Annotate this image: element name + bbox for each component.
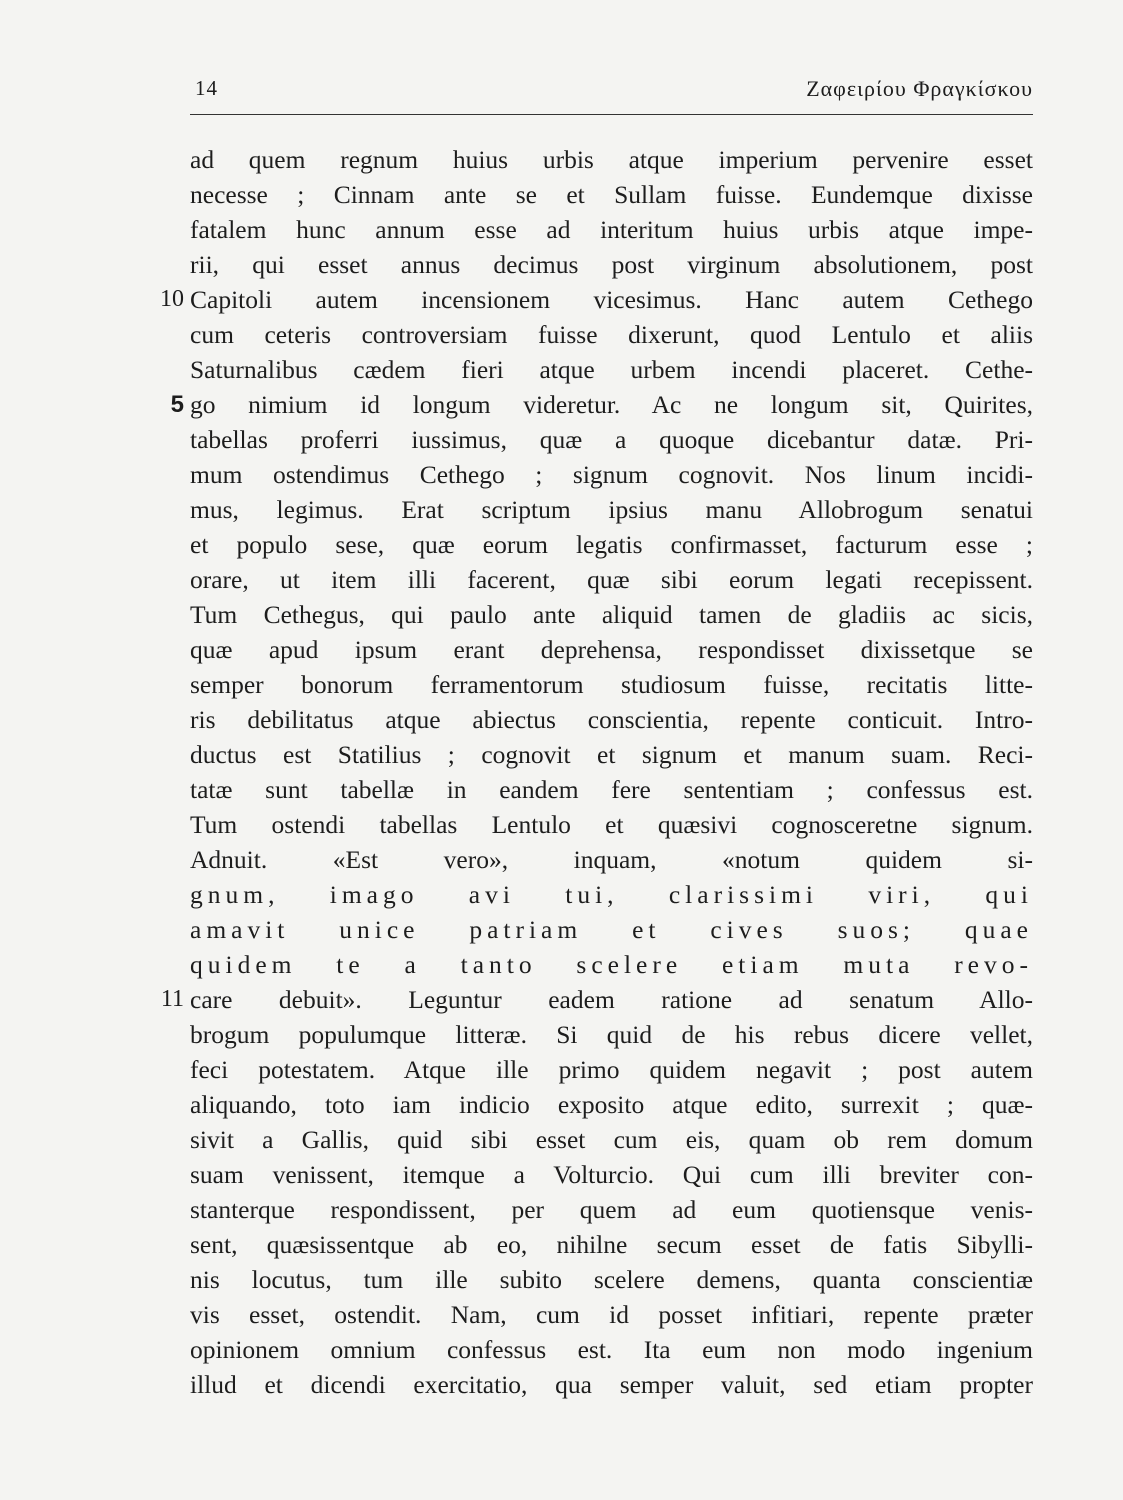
text-line: Tum ostendi tabellas Lentulo et quæsivi cognosceretne signum. bbox=[190, 810, 1033, 839]
text-line: Adnuit. «Est vero», inquam, «notum quidem si- bbox=[190, 845, 1033, 874]
text-line: stanterque respondissent, per quem ad eum quotiensque venis- bbox=[190, 1195, 1033, 1224]
text-line: ductus est Statilius ; cognovit et signum et manum suam. Reci- bbox=[190, 740, 1033, 769]
margin-section-number: 5 bbox=[170, 391, 184, 418]
text-line: quæ apud ipsum erant deprehensa, respondisset dixissetque se bbox=[190, 635, 1033, 664]
margin-line-number: 11 bbox=[160, 986, 184, 1012]
text-line: opinionem omnium confessus est. Ita eum non modo ingenium bbox=[190, 1335, 1033, 1364]
text-line-content: go nimium id longum videretur. Ac ne longum sit, Quirites, bbox=[190, 390, 1033, 419]
text-line: Tum Cethegus, qui paulo ante aliquid tamen de gladiis ac sicis, bbox=[190, 600, 1033, 629]
text-line-spaced: gnum, imago avi tui, clarissimi viri, qui bbox=[190, 880, 1033, 909]
text-line: ad quem regnum huius urbis atque imperium pervenire esset bbox=[190, 145, 1033, 174]
margin-line-number: 10 bbox=[160, 286, 184, 312]
text-line: cum ceteris controversiam fuisse dixerunt, quod Lentulo et aliis bbox=[190, 320, 1033, 349]
text-line: rii, qui esset annus decimus post virginum absolutionem, post bbox=[190, 250, 1033, 279]
text-line: brogum populumque litteræ. Si quid de his rebus dicere vellet, bbox=[190, 1020, 1033, 1049]
text-line-content: care debuit». Leguntur eadem ratione ad senatum Allo- bbox=[190, 985, 1033, 1014]
text-line: mus, legimus. Erat scriptum ipsius manu Allobrogum senatui bbox=[190, 495, 1033, 524]
text-line: et populo sese, quæ eorum legatis confirmasset, facturum esse ; bbox=[190, 530, 1033, 559]
text-line: sent, quæsissentque ab eo, nihilne secum esset de fatis Sibylli- bbox=[190, 1230, 1033, 1259]
text-line: tabellas proferri iussimus, quæ a quoque dicebantur datæ. Pri- bbox=[190, 425, 1033, 454]
text-line: Saturnalibus cædem fieri atque urbem incendi placeret. Cethe- bbox=[190, 355, 1033, 384]
text-line-spaced: quidem te a tanto scelere etiam muta revo- bbox=[190, 950, 1033, 979]
text-line: sivit a Gallis, quid sibi esset cum eis, quam ob rem domum bbox=[190, 1125, 1033, 1154]
text-line-with-margin-number bbox=[160, 982, 1033, 1017]
text-line-spaced: amavit unice patriam et cives suos; quae bbox=[190, 915, 1033, 944]
text-line-content: Capitoli autem incensionem vicesimus. Hanc autem Cethego bbox=[190, 285, 1033, 314]
text-line: mum ostendimus Cethego ; signum cognovit. Nos linum incidi- bbox=[190, 460, 1033, 489]
text-line-with-margin-number bbox=[160, 282, 1033, 317]
text-line-with-margin-number bbox=[170, 387, 1033, 422]
text-line: illud et dicendi exercitatio, qua semper valuit, sed etiam propter bbox=[190, 1370, 1033, 1399]
text-line: tatæ sunt tabellæ in eandem fere sententiam ; confessus est. bbox=[190, 775, 1033, 804]
page-header bbox=[190, 74, 1033, 115]
text-line: ris debilitatus atque abiectus conscientia, repente conticuit. Intro- bbox=[190, 705, 1033, 734]
text-line: nis locutus, tum ille subito scelere demens, quanta conscientiæ bbox=[190, 1265, 1033, 1294]
text-line: fatalem hunc annum esse ad interitum huius urbis atque impe- bbox=[190, 215, 1033, 244]
page-number: 14 bbox=[195, 76, 218, 100]
text-line: feci potestatem. Atque ille primo quidem negavit ; post autem bbox=[190, 1055, 1033, 1084]
text-line: necesse ; Cinnam ante se et Sullam fuisse. Eundemque dixisse bbox=[190, 180, 1033, 209]
running-head: Ζαφειρίου Φραγκίσκου bbox=[806, 76, 1033, 101]
text-line: orare, ut item illi facerent, quæ sibi eorum legati recepissent. bbox=[190, 565, 1033, 594]
text-line: suam venissent, itemque a Volturcio. Qui cum illi breviter con- bbox=[190, 1160, 1033, 1189]
body-text bbox=[160, 142, 1033, 1402]
text-line: semper bonorum ferramentorum studiosum fuisse, recitatis litte- bbox=[190, 670, 1033, 699]
text-line: aliquando, toto iam indicio exposito atque edito, surrexit ; quæ- bbox=[190, 1090, 1033, 1119]
text-line: vis esset, ostendit. Nam, cum id posset infitiari, repente præter bbox=[190, 1300, 1033, 1329]
